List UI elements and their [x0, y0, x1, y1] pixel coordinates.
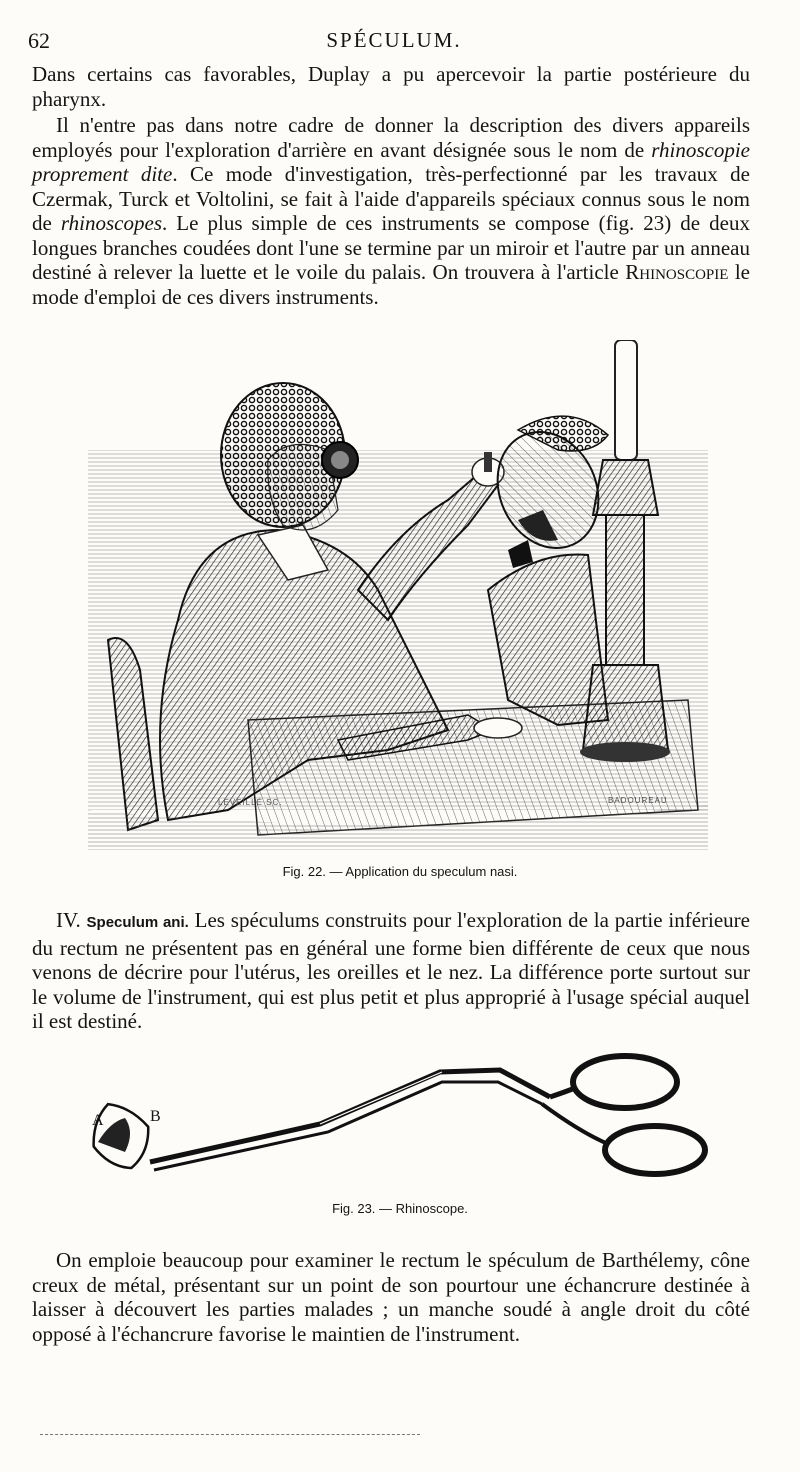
- paragraph-barthelemy: On emploie beaucoup pour examiner le rectum le spéculum de Barthélemy, cône creux de métal, présentant sur un point de son pourtour une échancrure destinée à laisser à découvert les parties malades ; un manche soudé à angle droit du côté opposé à l'échancrure favorise le maintien de l'instrument.: [32, 1248, 750, 1346]
- text-run: . Ce mode d'investigation, très-perfectionné par les travaux de Czermak, Turck et Voltolini, se fait à l'aide d'appareils spéciaux connus sous le nom de: [32, 162, 751, 235]
- figure-23-rhinoscope: [80, 1052, 720, 1192]
- page-number: 62: [28, 28, 50, 53]
- page-header: [28, 28, 760, 58]
- figure-22-engraving: [88, 340, 708, 850]
- text-run: le mode d'emploi de ces divers instruments.: [32, 260, 751, 309]
- italic-term-rhinoscopie: rhinoscopie proprement dite: [32, 137, 750, 186]
- text-run: Il n'entre pas dans notre cadre de donner la description des divers appareils employés pour l'exploration d'arrière en avant désignée sous le nom de: [32, 113, 750, 162]
- footer-rule: [40, 1434, 420, 1435]
- running-head: SPÉCULUM.: [326, 28, 462, 52]
- text-run: . Le plus simple de ces instruments se compose (fig. 23) de deux longues branches coudées dont l'une se termine par un miroir et l'autre par un anneau destiné à relever la luette et le voile du palais. On trouvera à l'article: [32, 211, 750, 284]
- engraver-signature-right: BADOUREAU: [608, 796, 668, 805]
- paragraph-pharynx: Dans certains cas favorables, Duplay a pu apercevoir la partie postérieure du pharynx.: [32, 62, 750, 111]
- section-number: IV.: [56, 908, 81, 932]
- paragraph-rhinoscopie: [32, 113, 750, 309]
- rhinoscope-label-a: A: [92, 1112, 104, 1129]
- engraver-signature-left: LEVEILLÉ SC.: [218, 798, 283, 807]
- text-run: Les spéculums construits pour l'exploration de la partie inférieure du rectum ne présentent pas en général une forme bien différente de ceux que nous venons de décrire pour l'utérus, les oreilles et le nez. La différence porte surtout sur le volume de l'instrument, qui est plus petit et plus approprié à l'usage spécial auquel il est destiné.: [32, 908, 750, 1033]
- figure-22-caption: Fig. 22. — Application du speculum nasi.: [282, 864, 518, 879]
- italic-term-rhinoscopes: rhinoscopes: [60, 211, 162, 235]
- rhinoscope-drawing: [80, 1052, 720, 1192]
- figure-23-caption: Fig. 23. — Rhinoscope.: [332, 1201, 468, 1216]
- section-lead-term: Speculum ani.: [86, 914, 189, 931]
- paragraph-speculum-ani: [32, 908, 750, 1034]
- engraving-doctor-patient: [88, 340, 708, 850]
- small-caps-article-ref: Rhinoscopie: [625, 260, 729, 284]
- rhinoscope-label-b: B: [150, 1108, 161, 1125]
